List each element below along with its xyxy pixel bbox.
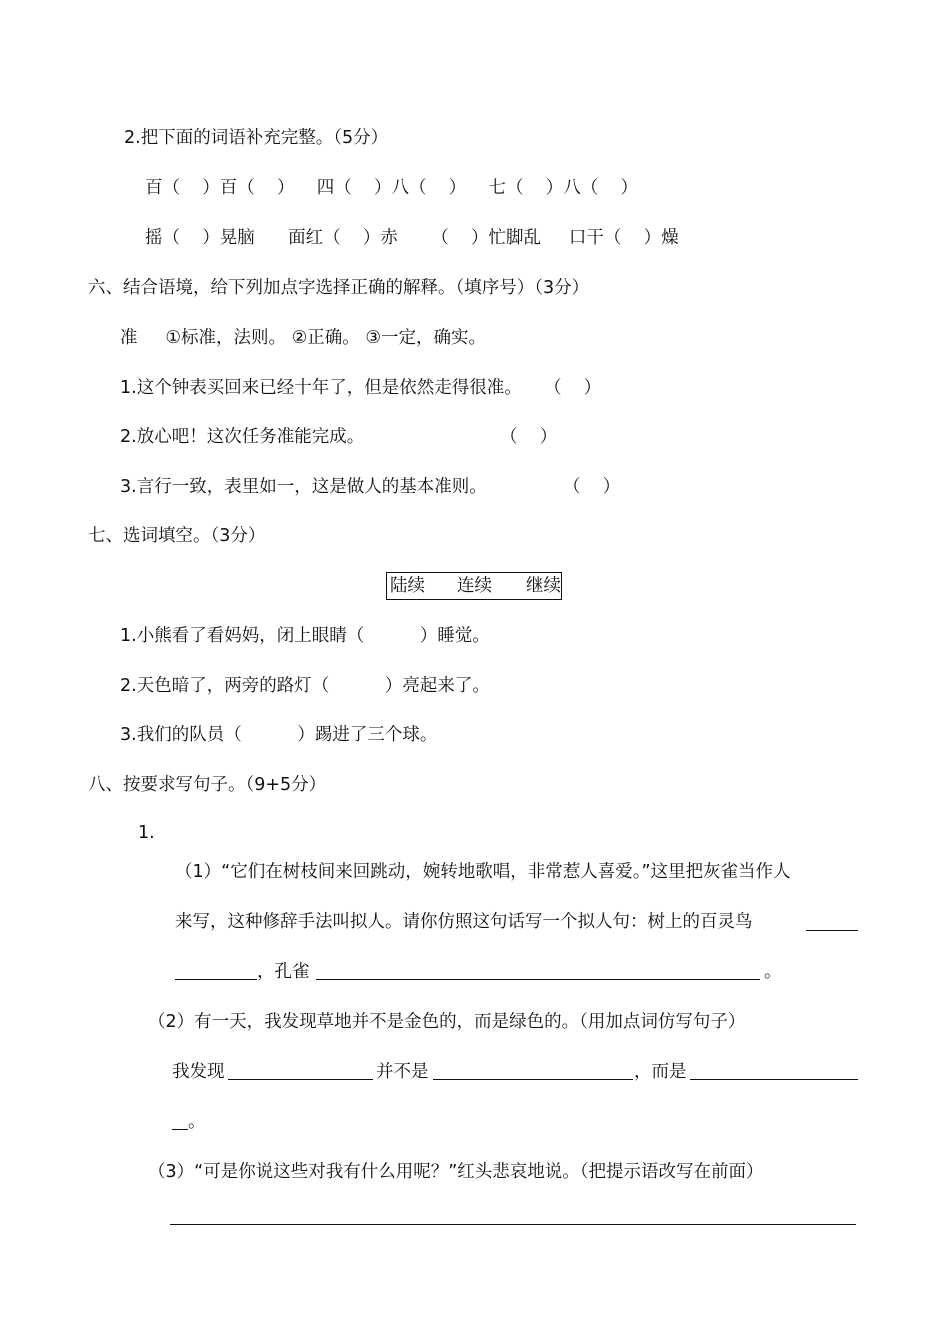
q8-s1-blank-1a[interactable] (806, 930, 858, 931)
q7-title: 七、选词填空。（3分） (88, 526, 266, 546)
q7-item-1: 1.小熊看了看妈妈，闭上眼睛（ ）睡觉。 (120, 626, 490, 646)
q8-s1-line3a: ，孔雀 (257, 962, 310, 982)
q6-item-2: 2.放心吧！这次任务准能完成。 (120, 427, 365, 447)
q7-word-2: 连续 (457, 576, 492, 596)
q8-s2-blank-3b[interactable] (172, 1129, 188, 1130)
q8-s2-b: 并不是 (376, 1062, 429, 1082)
q8-s2-blank-3[interactable] (690, 1079, 858, 1080)
q8-s2-line1: （2）有一天，我发现草地并不是金色的，而是绿色的。（用加点词仿写句子） (148, 1012, 746, 1032)
q8-s1-blank-1b[interactable] (175, 979, 257, 980)
q8-s1-line3b: 。 (764, 962, 782, 982)
q7-word-3: 继续 (526, 576, 561, 596)
q6-item-2-blank: （ ） (500, 427, 558, 447)
q5-2-title: 2.把下面的词语补充完整。（5分） (124, 128, 389, 148)
q7-word-box (386, 572, 562, 600)
q8-s2-c: ，而是 (634, 1062, 687, 1082)
q8-s1-line1: （1）“它们在树枝间来回跳动，婉转地歌唱，非常惹人喜爱。”这里把灰雀当作人 (175, 862, 791, 882)
q6-item-1: 1.这个钟表买回来已经十年了，但是依然走得很准。 （ ） (120, 378, 602, 398)
q8-s1-blank-2[interactable] (316, 979, 760, 980)
q6-title: 六、结合语境，给下列加点字选择正确的解释。（填序号）（3分） (88, 278, 590, 298)
q8-title: 八、按要求写句子。（9+5分） (88, 775, 327, 795)
q6-item-3-blank: （ ） (563, 477, 621, 497)
q7-item-3: 3.我们的队员（ ）踢进了三个球。 (120, 725, 438, 745)
q6-options: 准 ①标准，法则。 ②正确。 ③一定，确实。 (120, 328, 487, 348)
q8-s3-answer-line[interactable] (170, 1224, 856, 1225)
q5-2-row1: 百（ ）百（ ） 四（ ）八（ ） 七（ ）八（ ） (145, 178, 639, 198)
q7-word-1: 陆续 (390, 576, 425, 596)
q8-s2-blank-1[interactable] (228, 1079, 373, 1080)
q5-2-row2: 摇（ ）晃脑 面红（ ）赤 （ ）忙脚乱 口干（ ）燥 (145, 228, 679, 248)
q8-s2-blank-2[interactable] (433, 1079, 633, 1080)
q7-item-2: 2.天色暗了，两旁的路灯（ ）亮起来了。 (120, 676, 490, 696)
q8-item-number: 1. (138, 823, 155, 843)
q8-s1-line2: 来写，这种修辞手法叫拟人。请你仿照这句话写一个拟人句：树上的百灵鸟 (175, 912, 753, 932)
q6-item-3: 3.言行一致，表里如一，这是做人的基本准则。 (120, 477, 487, 497)
q8-s3-line1: （3）“可是你说这些对我有什么用呢？”红头悲哀地说。（把提示语改写在前面） (148, 1162, 764, 1182)
q8-s2-a: 我发现 (172, 1062, 225, 1082)
q8-s2-end: 。 (188, 1112, 206, 1132)
